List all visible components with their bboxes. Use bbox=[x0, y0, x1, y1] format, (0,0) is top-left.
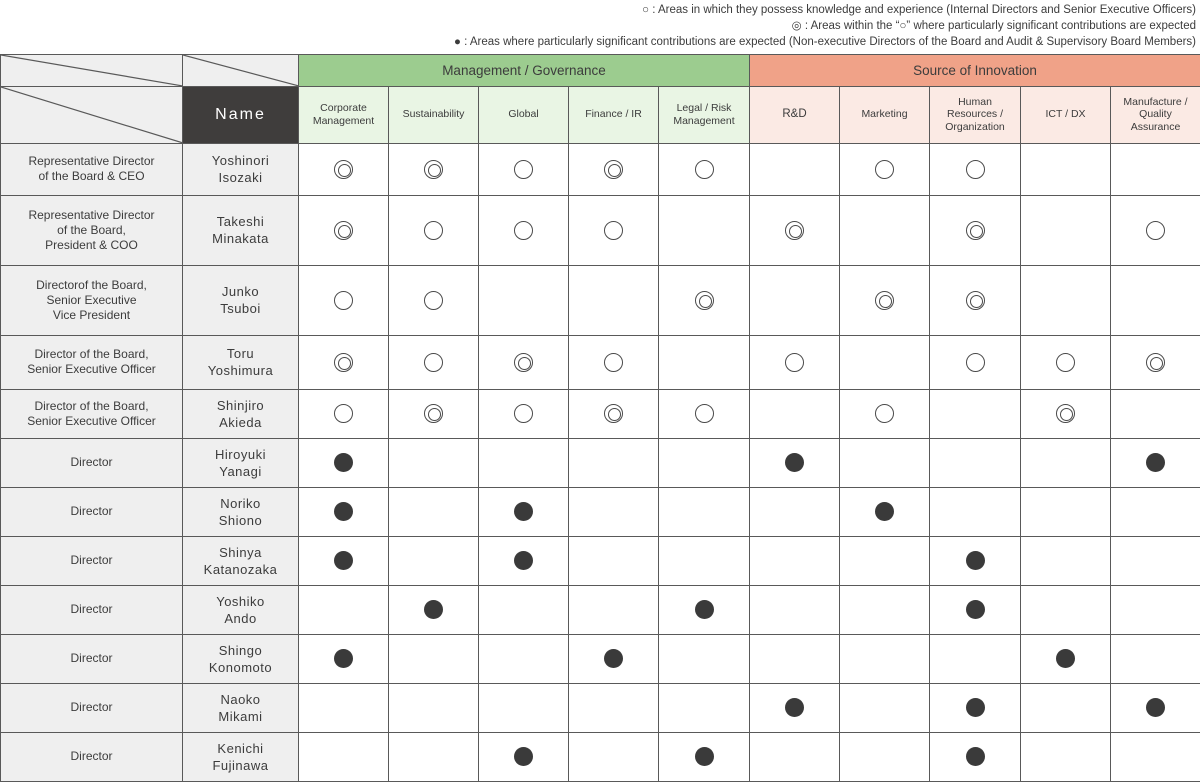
skill-cell-marked bbox=[479, 536, 569, 585]
skill-cell-marked bbox=[750, 335, 840, 389]
skill-cell-empty bbox=[299, 732, 389, 781]
skill-cell-marked bbox=[1111, 438, 1200, 487]
table-row bbox=[1, 732, 1200, 781]
marker-filled-circle-icon bbox=[1146, 453, 1165, 472]
marker-open-circle-icon bbox=[966, 353, 985, 372]
group-header-management-governance: Management / Governance bbox=[299, 55, 750, 87]
skill-cell-marked bbox=[299, 195, 389, 265]
marker-filled-circle-icon bbox=[334, 502, 353, 521]
table-row bbox=[1, 389, 1200, 438]
row-person-name: Toru Yoshimura bbox=[183, 335, 299, 389]
skill-cell-marked bbox=[930, 683, 1021, 732]
marker-filled-circle-icon bbox=[966, 747, 985, 766]
marker-open-circle-icon bbox=[604, 221, 623, 240]
marker-open-circle-icon bbox=[514, 404, 533, 423]
legend-symbol-icon: ◎ bbox=[791, 20, 802, 32]
legend-line-2 bbox=[0, 18, 1198, 34]
skill-cell-marked bbox=[479, 732, 569, 781]
skill-cell-empty bbox=[930, 389, 1021, 438]
table-row bbox=[1, 143, 1200, 195]
marker-open-circle-icon bbox=[424, 353, 443, 372]
group-header-source-of-innovation: Source of Innovation bbox=[750, 55, 1200, 87]
skill-cell-marked bbox=[1021, 634, 1111, 683]
column-header-row bbox=[1, 86, 1200, 143]
skill-cell-empty bbox=[1021, 585, 1111, 634]
skill-cell-empty bbox=[389, 634, 479, 683]
corner-cell-title bbox=[1, 55, 183, 87]
skill-cell-empty bbox=[1021, 536, 1111, 585]
marker-open-circle-icon bbox=[875, 160, 894, 179]
skill-cell-empty bbox=[840, 335, 930, 389]
column-header-name: Name bbox=[183, 86, 299, 143]
marker-double-circle-icon bbox=[785, 221, 804, 240]
skill-cell-marked bbox=[930, 143, 1021, 195]
skill-cell-empty bbox=[569, 265, 659, 335]
row-title: Director bbox=[1, 732, 183, 781]
skill-cell-empty bbox=[1021, 438, 1111, 487]
column-header-human-resources-organization: Human Resources / Organization bbox=[930, 86, 1021, 143]
skill-cell-marked bbox=[840, 143, 930, 195]
skill-cell-empty bbox=[569, 438, 659, 487]
legend-text: : Areas in which they possess knowledge and experience (Internal Directors and Senior Executive Officers) bbox=[649, 4, 1196, 16]
skill-cell-empty bbox=[750, 536, 840, 585]
skill-cell-marked bbox=[1111, 195, 1200, 265]
skill-cell-empty bbox=[659, 683, 750, 732]
table-row bbox=[1, 585, 1200, 634]
skill-cell-empty bbox=[1021, 487, 1111, 536]
column-header-rd: R&D bbox=[750, 86, 840, 143]
row-title: Director of the Board, Senior Executive Officer bbox=[1, 389, 183, 438]
skill-cell-empty bbox=[569, 585, 659, 634]
skill-cell-empty bbox=[659, 634, 750, 683]
row-title: Director bbox=[1, 438, 183, 487]
skill-cell-marked bbox=[479, 487, 569, 536]
skill-cell-empty bbox=[1111, 634, 1200, 683]
marker-filled-circle-icon bbox=[334, 551, 353, 570]
row-person-name: Takeshi Minakata bbox=[183, 195, 299, 265]
skill-cell-empty bbox=[569, 732, 659, 781]
marker-filled-circle-icon bbox=[514, 551, 533, 570]
skill-cell-empty bbox=[1111, 585, 1200, 634]
marker-open-circle-icon bbox=[695, 404, 714, 423]
skill-cell-empty bbox=[659, 438, 750, 487]
marker-filled-circle-icon bbox=[966, 698, 985, 717]
skill-cell-empty bbox=[659, 536, 750, 585]
skill-cell-empty bbox=[1111, 732, 1200, 781]
diagonal-line-icon bbox=[183, 55, 298, 86]
marker-filled-circle-icon bbox=[604, 649, 623, 668]
marker-filled-circle-icon bbox=[785, 698, 804, 717]
skill-cell-marked bbox=[659, 389, 750, 438]
skill-cell-marked bbox=[299, 634, 389, 683]
row-person-name: Hiroyuki Yanagi bbox=[183, 438, 299, 487]
row-person-name: Kenichi Fujinawa bbox=[183, 732, 299, 781]
row-person-name: Shingo Konomoto bbox=[183, 634, 299, 683]
marker-open-circle-icon bbox=[785, 353, 804, 372]
skill-cell-empty bbox=[299, 683, 389, 732]
marker-filled-circle-icon bbox=[514, 502, 533, 521]
table-header bbox=[1, 55, 1200, 144]
skill-cell-empty bbox=[1021, 683, 1111, 732]
skill-cell-marked bbox=[1021, 335, 1111, 389]
skill-cell-marked bbox=[299, 389, 389, 438]
table-row bbox=[1, 265, 1200, 335]
column-header-corporate-management: Corporate Management bbox=[299, 86, 389, 143]
skill-cell-empty bbox=[930, 487, 1021, 536]
marker-double-circle-icon bbox=[966, 221, 985, 240]
row-title: Director bbox=[1, 683, 183, 732]
row-person-name: Shinjiro Akieda bbox=[183, 389, 299, 438]
marker-open-circle-icon bbox=[1056, 353, 1075, 372]
row-title: Director bbox=[1, 536, 183, 585]
marker-filled-circle-icon bbox=[966, 600, 985, 619]
table-row bbox=[1, 438, 1200, 487]
skill-cell-marked bbox=[750, 438, 840, 487]
marker-double-circle-icon bbox=[1056, 404, 1075, 423]
marker-filled-circle-icon bbox=[424, 600, 443, 619]
row-person-name: Yoshinori Isozaki bbox=[183, 143, 299, 195]
skill-cell-empty bbox=[389, 438, 479, 487]
skill-cell-empty bbox=[840, 536, 930, 585]
skill-cell-marked bbox=[930, 335, 1021, 389]
column-header-marketing: Marketing bbox=[840, 86, 930, 143]
skill-cell-marked bbox=[750, 683, 840, 732]
marker-double-circle-icon bbox=[334, 353, 353, 372]
legend-line-1 bbox=[0, 2, 1198, 18]
skill-cell-empty bbox=[840, 585, 930, 634]
marker-filled-circle-icon bbox=[695, 600, 714, 619]
column-header-legal-risk-management: Legal / Risk Management bbox=[659, 86, 750, 143]
skill-cell-empty bbox=[1111, 265, 1200, 335]
legend-symbol-icon: ● bbox=[453, 36, 461, 48]
diagonal-line-icon bbox=[1, 55, 182, 86]
marker-open-circle-icon bbox=[1146, 221, 1165, 240]
skill-cell-empty bbox=[479, 585, 569, 634]
column-header-global: Global bbox=[479, 86, 569, 143]
skill-cell-empty bbox=[569, 487, 659, 536]
marker-filled-circle-icon bbox=[334, 453, 353, 472]
marker-filled-circle-icon bbox=[966, 551, 985, 570]
row-title: Director bbox=[1, 487, 183, 536]
marker-open-circle-icon bbox=[424, 221, 443, 240]
skill-cell-empty bbox=[1021, 195, 1111, 265]
skill-cell-marked bbox=[299, 438, 389, 487]
skill-cell-empty bbox=[659, 195, 750, 265]
skill-cell-empty bbox=[750, 487, 840, 536]
diagonal-line-icon bbox=[1, 87, 182, 143]
skill-cell-empty bbox=[840, 195, 930, 265]
column-header-finance-ir: Finance / IR bbox=[569, 86, 659, 143]
legend-text: : Areas where particularly significant contributions are expected (Non-executive Directors of the Board and Audit & Supervisory Board Members) bbox=[460, 36, 1196, 48]
marker-open-circle-icon bbox=[604, 353, 623, 372]
marker-filled-circle-icon bbox=[1056, 649, 1075, 668]
table-row bbox=[1, 335, 1200, 389]
skill-cell-empty bbox=[479, 265, 569, 335]
table-row bbox=[1, 487, 1200, 536]
skill-cell-empty bbox=[840, 634, 930, 683]
marker-open-circle-icon bbox=[695, 160, 714, 179]
marker-double-circle-icon bbox=[966, 291, 985, 310]
skill-cell-empty bbox=[389, 487, 479, 536]
marker-open-circle-icon bbox=[875, 404, 894, 423]
skill-cell-empty bbox=[1021, 143, 1111, 195]
row-title: Director bbox=[1, 585, 183, 634]
skill-cell-marked bbox=[299, 143, 389, 195]
skill-cell-marked bbox=[750, 195, 840, 265]
skill-cell-marked bbox=[569, 634, 659, 683]
skill-cell-marked bbox=[659, 265, 750, 335]
skill-cell-marked bbox=[840, 487, 930, 536]
row-person-name: Noriko Shiono bbox=[183, 487, 299, 536]
skill-cell-empty bbox=[659, 487, 750, 536]
skill-cell-empty bbox=[1111, 487, 1200, 536]
marker-filled-circle-icon bbox=[785, 453, 804, 472]
skill-cell-empty bbox=[1111, 143, 1200, 195]
column-header-sustainability: Sustainability bbox=[389, 86, 479, 143]
row-title: Director of the Board, Senior Executive Officer bbox=[1, 335, 183, 389]
marker-open-circle-icon bbox=[514, 221, 533, 240]
skill-cell-marked bbox=[299, 487, 389, 536]
skill-cell-marked bbox=[1111, 335, 1200, 389]
skill-cell-marked bbox=[479, 195, 569, 265]
skill-cell-marked bbox=[840, 265, 930, 335]
skill-cell-marked bbox=[930, 536, 1021, 585]
skill-cell-empty bbox=[750, 634, 840, 683]
skill-cell-empty bbox=[840, 683, 930, 732]
skill-cell-marked bbox=[299, 265, 389, 335]
skill-cell-marked bbox=[479, 389, 569, 438]
skill-cell-empty bbox=[479, 634, 569, 683]
legend-text: : Areas within the “○” where particularly significant contributions are expected bbox=[801, 20, 1196, 32]
row-person-name: Yoshiko Ando bbox=[183, 585, 299, 634]
skill-cell-marked bbox=[389, 265, 479, 335]
skill-cell-marked bbox=[479, 335, 569, 389]
marker-double-circle-icon bbox=[334, 221, 353, 240]
skill-cell-empty bbox=[479, 683, 569, 732]
legend-symbol-icon: ○ bbox=[642, 4, 650, 16]
marker-open-circle-icon bbox=[334, 404, 353, 423]
marker-double-circle-icon bbox=[424, 160, 443, 179]
skill-cell-empty bbox=[930, 438, 1021, 487]
marker-filled-circle-icon bbox=[875, 502, 894, 521]
skill-cell-empty bbox=[389, 683, 479, 732]
skill-cell-empty bbox=[1021, 265, 1111, 335]
marker-double-circle-icon bbox=[334, 160, 353, 179]
corner-cell-name bbox=[183, 55, 299, 87]
table-row bbox=[1, 634, 1200, 683]
skill-cell-marked bbox=[659, 585, 750, 634]
skill-cell-empty bbox=[750, 143, 840, 195]
skill-cell-marked bbox=[389, 389, 479, 438]
skill-cell-empty bbox=[840, 438, 930, 487]
skill-cell-marked bbox=[659, 143, 750, 195]
row-person-name: Shinya Katanozaka bbox=[183, 536, 299, 585]
skill-cell-marked bbox=[299, 335, 389, 389]
skill-cell-empty bbox=[569, 683, 659, 732]
table-row bbox=[1, 195, 1200, 265]
row-title: Representative Director of the Board, President & COO bbox=[1, 195, 183, 265]
skill-cell-marked bbox=[479, 143, 569, 195]
corner-cell-title-lower bbox=[1, 86, 183, 143]
skill-cell-empty bbox=[389, 536, 479, 585]
marker-double-circle-icon bbox=[1146, 353, 1165, 372]
skill-cell-empty bbox=[840, 732, 930, 781]
marker-open-circle-icon bbox=[514, 160, 533, 179]
marker-double-circle-icon bbox=[604, 160, 623, 179]
skill-cell-marked bbox=[930, 265, 1021, 335]
marker-filled-circle-icon bbox=[695, 747, 714, 766]
skill-cell-empty bbox=[1021, 732, 1111, 781]
skill-cell-marked bbox=[930, 195, 1021, 265]
skill-cell-marked bbox=[569, 389, 659, 438]
marker-open-circle-icon bbox=[424, 291, 443, 310]
table-body bbox=[1, 143, 1200, 781]
column-header-ict-dx: ICT / DX bbox=[1021, 86, 1111, 143]
skill-cell-marked bbox=[389, 195, 479, 265]
skills-matrix-table bbox=[0, 54, 1200, 782]
skill-cell-marked bbox=[1021, 389, 1111, 438]
skill-cell-marked bbox=[930, 585, 1021, 634]
marker-open-circle-icon bbox=[334, 291, 353, 310]
skill-cell-marked bbox=[840, 389, 930, 438]
legend bbox=[0, 0, 1200, 54]
row-person-name: Junko Tsuboi bbox=[183, 265, 299, 335]
row-title: Director bbox=[1, 634, 183, 683]
legend-line-3 bbox=[0, 34, 1198, 50]
row-title: Directorof the Board, Senior Executive Vice President bbox=[1, 265, 183, 335]
skill-cell-empty bbox=[750, 389, 840, 438]
skill-cell-empty bbox=[479, 438, 569, 487]
skill-cell-empty bbox=[750, 265, 840, 335]
column-header-manufacture-quality-assurance: Manufacture / Quality Assurance bbox=[1111, 86, 1200, 143]
marker-double-circle-icon bbox=[514, 353, 533, 372]
marker-double-circle-icon bbox=[424, 404, 443, 423]
row-person-name: Naoko Mikami bbox=[183, 683, 299, 732]
group-header-row bbox=[1, 55, 1200, 87]
marker-double-circle-icon bbox=[695, 291, 714, 310]
skill-cell-marked bbox=[389, 335, 479, 389]
skill-cell-empty bbox=[750, 732, 840, 781]
skill-cell-empty bbox=[750, 585, 840, 634]
skill-cell-empty bbox=[389, 732, 479, 781]
marker-double-circle-icon bbox=[875, 291, 894, 310]
table-row bbox=[1, 683, 1200, 732]
marker-filled-circle-icon bbox=[514, 747, 533, 766]
marker-open-circle-icon bbox=[966, 160, 985, 179]
row-title: Representative Director of the Board & CEO bbox=[1, 143, 183, 195]
skill-cell-marked bbox=[299, 536, 389, 585]
skill-cell-marked bbox=[1111, 683, 1200, 732]
skill-cell-empty bbox=[569, 536, 659, 585]
marker-filled-circle-icon bbox=[1146, 698, 1165, 717]
skill-cell-marked bbox=[659, 732, 750, 781]
skill-cell-marked bbox=[569, 335, 659, 389]
skill-cell-empty bbox=[1111, 389, 1200, 438]
skill-cell-empty bbox=[1111, 536, 1200, 585]
skill-cell-marked bbox=[389, 585, 479, 634]
marker-filled-circle-icon bbox=[334, 649, 353, 668]
skill-cell-marked bbox=[569, 143, 659, 195]
skill-cell-marked bbox=[569, 195, 659, 265]
skill-cell-empty bbox=[659, 335, 750, 389]
marker-double-circle-icon bbox=[604, 404, 623, 423]
skill-cell-empty bbox=[930, 634, 1021, 683]
skill-cell-marked bbox=[389, 143, 479, 195]
table-row bbox=[1, 536, 1200, 585]
skill-cell-marked bbox=[930, 732, 1021, 781]
skill-cell-empty bbox=[299, 585, 389, 634]
